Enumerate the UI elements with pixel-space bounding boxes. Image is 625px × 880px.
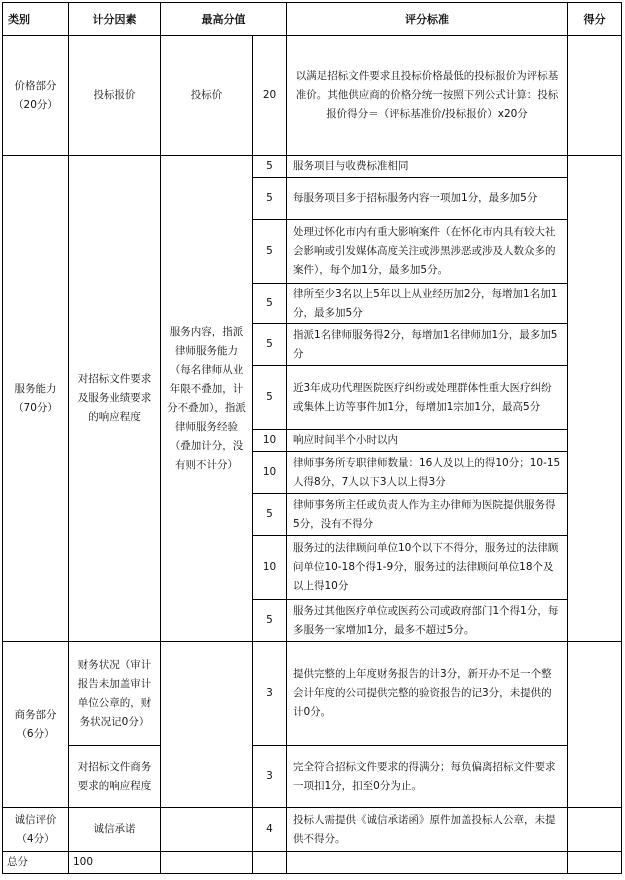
- integrity-points: 4: [253, 808, 287, 852]
- business-score-cell: [568, 642, 622, 808]
- business-category: 商务部分（6分）: [3, 642, 69, 808]
- total-row: [3, 852, 622, 874]
- integrity-factor: 诚信承诺: [69, 808, 161, 852]
- service-criteria: 近3年成功代理医院医疗纠纷或处理群体性重大医疗纠纷或集体上访等事件加1分，每增加1宗加1分，最高5分: [287, 366, 568, 430]
- price-sub: 投标价: [161, 36, 253, 156]
- scoring-table: [2, 2, 622, 874]
- price-category: 价格部分（20分）: [3, 36, 69, 156]
- service-category: 服务能力（70分）: [3, 156, 69, 642]
- service-points: 5: [253, 284, 287, 324]
- business-points: 3: [253, 746, 287, 808]
- service-points: 5: [253, 324, 287, 366]
- header-score: 得分: [568, 3, 622, 36]
- service-criteria: 处理过怀化市内有重大影响案件（在怀化市内具有较大社会影响或引发媒体高度关注或涉黑涉恶或涉及人数众多的案件），每个加1分，最多加5分。: [287, 220, 568, 284]
- header-criteria: 评分标准: [287, 3, 568, 36]
- price-points: 20: [253, 36, 287, 156]
- price-factor: 投标报价: [69, 36, 161, 156]
- service-criteria: 响应时间半个小时以内: [287, 430, 568, 452]
- business-row: [3, 642, 622, 746]
- integrity-category: 诚信评价（4分）: [3, 808, 69, 852]
- total-value: 100: [69, 852, 161, 874]
- service-criteria: 每服务项目多于招标服务内容一项加1分，最多加5分: [287, 178, 568, 220]
- service-row: [3, 156, 622, 178]
- integrity-score-cell: [568, 808, 622, 852]
- header-max-score: 最高分值: [161, 3, 287, 36]
- service-points: 10: [253, 536, 287, 600]
- service-points: 10: [253, 452, 287, 494]
- total-empty-cell: [287, 852, 568, 874]
- price-row: [3, 36, 622, 156]
- header-factor: 计分因素: [69, 3, 161, 36]
- header-row: [3, 3, 622, 36]
- service-points: 5: [253, 156, 287, 178]
- service-criteria: 指派1名律师服务得2分，每增加1名律师加1分，最多加5分: [287, 324, 568, 366]
- header-category: 类别: [3, 3, 69, 36]
- service-criteria: 服务项目与收费标准相同: [287, 156, 568, 178]
- integrity-row: [3, 808, 622, 852]
- total-empty-cell: [253, 852, 287, 874]
- total-empty-cell: [568, 852, 622, 874]
- service-criteria: 服务过其他医疗单位或医药公司或政府部门1个得1分，每多服务一家增加1分，最多不超过5分。: [287, 600, 568, 642]
- service-criteria: 律师事务所专职律师数量：16人及以上的得10分；10-15人得8分，7人以下3人以上得3分: [287, 452, 568, 494]
- service-points: 5: [253, 220, 287, 284]
- service-points: 5: [253, 494, 287, 536]
- service-points: 10: [253, 430, 287, 452]
- service-points: 5: [253, 178, 287, 220]
- integrity-sub-cell: [161, 808, 253, 852]
- business-row: [3, 746, 622, 808]
- integrity-criteria: 投标人需提供《诚信承诺函》原件加盖投标人公章，未提供不得分。: [287, 808, 568, 852]
- total-empty-cell: [161, 852, 253, 874]
- service-points: 5: [253, 366, 287, 430]
- business-sub-cell: [161, 642, 253, 808]
- price-criteria: 以满足招标文件要求且投标价格最低的投标报价为评标基准价。其他供应商的价格分统一按照下列公式计算：投标报价得分＝（评标基准价/投标报价）x20分: [287, 36, 568, 156]
- business-factor: 财务状况（审计报告未加盖审计单位公章的，财务状况记0分）: [69, 642, 161, 746]
- business-points: 3: [253, 642, 287, 746]
- service-factor: 对招标文件要求及服务业绩要求的响应程度: [69, 156, 161, 642]
- service-criteria: 服务过的法律顾问单位10个以下不得分，服务过的法律顾问单位10-18个得1-9分，服务过的法律顾问单位18个及以上得10分: [287, 536, 568, 600]
- service-criteria: 律所至少3名以上5年以上从业经历加2分，每增加1名加1分，最多加5分: [287, 284, 568, 324]
- service-score-cell: [568, 156, 622, 642]
- service-sub: 服务内容，指派律师服务能力（每名律师从业年限不叠加，计分不叠加），指派律师服务经验（叠加计分，没有则不计分）: [161, 156, 253, 642]
- business-criteria: 完全符合招标文件要求的得满分；每负偏离招标文件要求一项扣1分，扣至0分为止。: [287, 746, 568, 808]
- service-points: 5: [253, 600, 287, 642]
- total-label: 总分: [3, 852, 69, 874]
- service-criteria: 律师事务所主任或负责人作为主办律师为医院提供服务得5分，没有不得分: [287, 494, 568, 536]
- business-factor: 对招标文件商务要求的响应程度: [69, 746, 161, 808]
- business-criteria: 提供完整的上年度财务报告的计3分，新开办不足一个整会计年度的公司提供完整的验资报告的记3分，未提供的计0分。: [287, 642, 568, 746]
- price-score-cell: [568, 36, 622, 156]
